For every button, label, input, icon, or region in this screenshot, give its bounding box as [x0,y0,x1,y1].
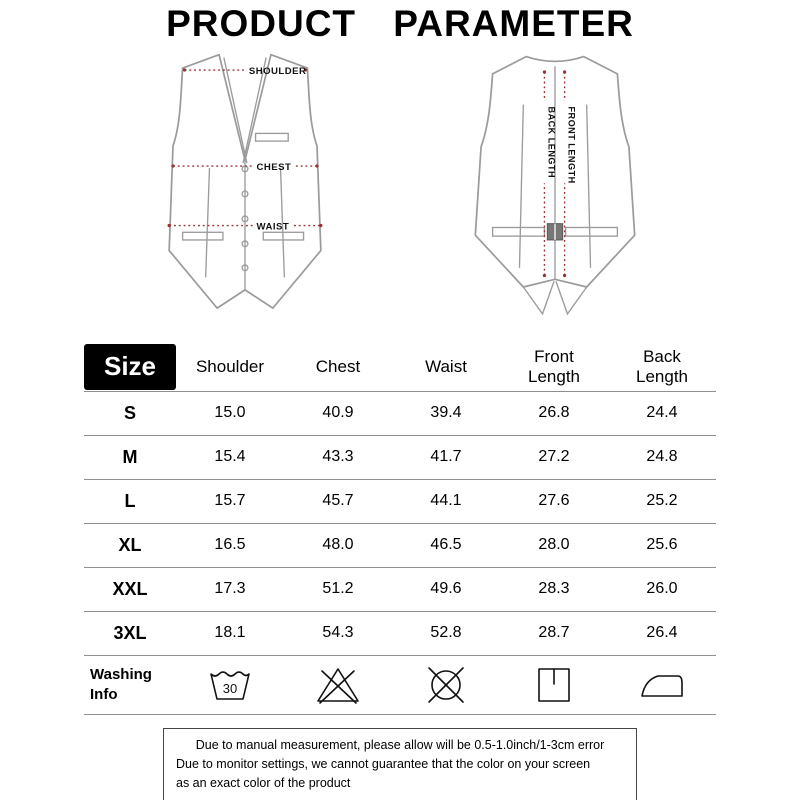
col-header-waist: Waist [425,356,467,376]
wash-30-icon [206,663,254,707]
cell-value: 49.6 [430,580,462,598]
washing-info-row [84,656,716,715]
shoulder-measure-label: SHOULDER [248,65,307,77]
cell-value: 28.3 [538,580,570,598]
col-header-chest: Chest [315,356,361,376]
table-row [84,612,716,656]
vest-diagrams [0,47,800,335]
disclaimer-line-3: as an exact color of the product [176,776,351,791]
table-row [84,524,716,568]
cell-value: 40.9 [322,404,354,422]
svg-text:30: 30 [222,680,238,696]
size-header-cell: Size [84,344,176,390]
cell-value: 16.5 [214,536,246,554]
cell-value: 26.0 [646,580,678,598]
iron-icon [638,663,686,707]
cell-value: 24.8 [646,448,678,466]
size-label: XL [118,534,142,555]
cell-value: 39.4 [430,404,462,422]
col-header-back-length: Back Length [636,347,688,386]
line-dry-icon [530,663,578,707]
cell-value: 44.1 [430,492,462,510]
no-dry-clean-icon [422,663,470,707]
col-header-front-length: Front Length [528,347,580,386]
disclaimer-line-1: Due to manual measurement, please allow will be 0.5-1.0inch/1-3cm error [195,737,605,752]
page-title: PRODUCT PARAMETER [166,3,634,44]
cell-value: 51.2 [322,580,354,598]
size-label: XXL [112,578,148,599]
cell-value: 41.7 [430,448,462,466]
cell-value: 28.0 [538,536,570,554]
table-row [84,480,716,524]
cell-value: 25.6 [646,536,678,554]
disclaimer-line-2: Due to monitor settings, we cannot guarantee that the color on your screen [176,757,591,772]
cell-value: 46.5 [430,536,462,554]
cell-value: 25.2 [646,492,678,510]
no-bleach-icon [314,663,362,707]
vest-front-diagram [120,47,370,335]
cell-value: 54.3 [322,624,354,642]
cell-value: 15.4 [214,448,246,466]
cell-value: 45.7 [322,492,354,510]
table-header-row [84,343,716,392]
cell-value: 43.3 [322,448,354,466]
cell-value: 17.3 [214,580,246,598]
table-row [84,436,716,480]
table-row [84,568,716,612]
size-label: 3XL [113,622,147,643]
cell-value: 15.0 [214,404,246,422]
waist-measure-label: WAIST [256,221,290,233]
back-length-measure-label: BACK LENGTH [546,106,557,178]
size-label: S [123,402,136,423]
disclaimer-box [163,728,637,800]
size-table [84,343,716,715]
cell-value: 27.6 [538,492,570,510]
size-label: L [124,490,136,511]
cell-value: 15.7 [214,492,246,510]
cell-value: 28.7 [538,624,570,642]
vest-back-diagram [430,47,680,335]
table-row [84,392,716,436]
front-length-measure-label: FRONT LENGTH [566,106,577,184]
col-header-shoulder: Shoulder [195,356,265,376]
cell-value: 48.0 [322,536,354,554]
size-label: M [122,446,138,467]
cell-value: 52.8 [430,624,462,642]
cell-value: 24.4 [646,404,678,422]
cell-value: 26.8 [538,404,570,422]
cell-value: 27.2 [538,448,570,466]
chest-measure-label: CHEST [256,161,292,173]
washing-info-label: Washing Info [90,666,152,703]
cell-value: 18.1 [214,624,246,642]
cell-value: 26.4 [646,624,678,642]
